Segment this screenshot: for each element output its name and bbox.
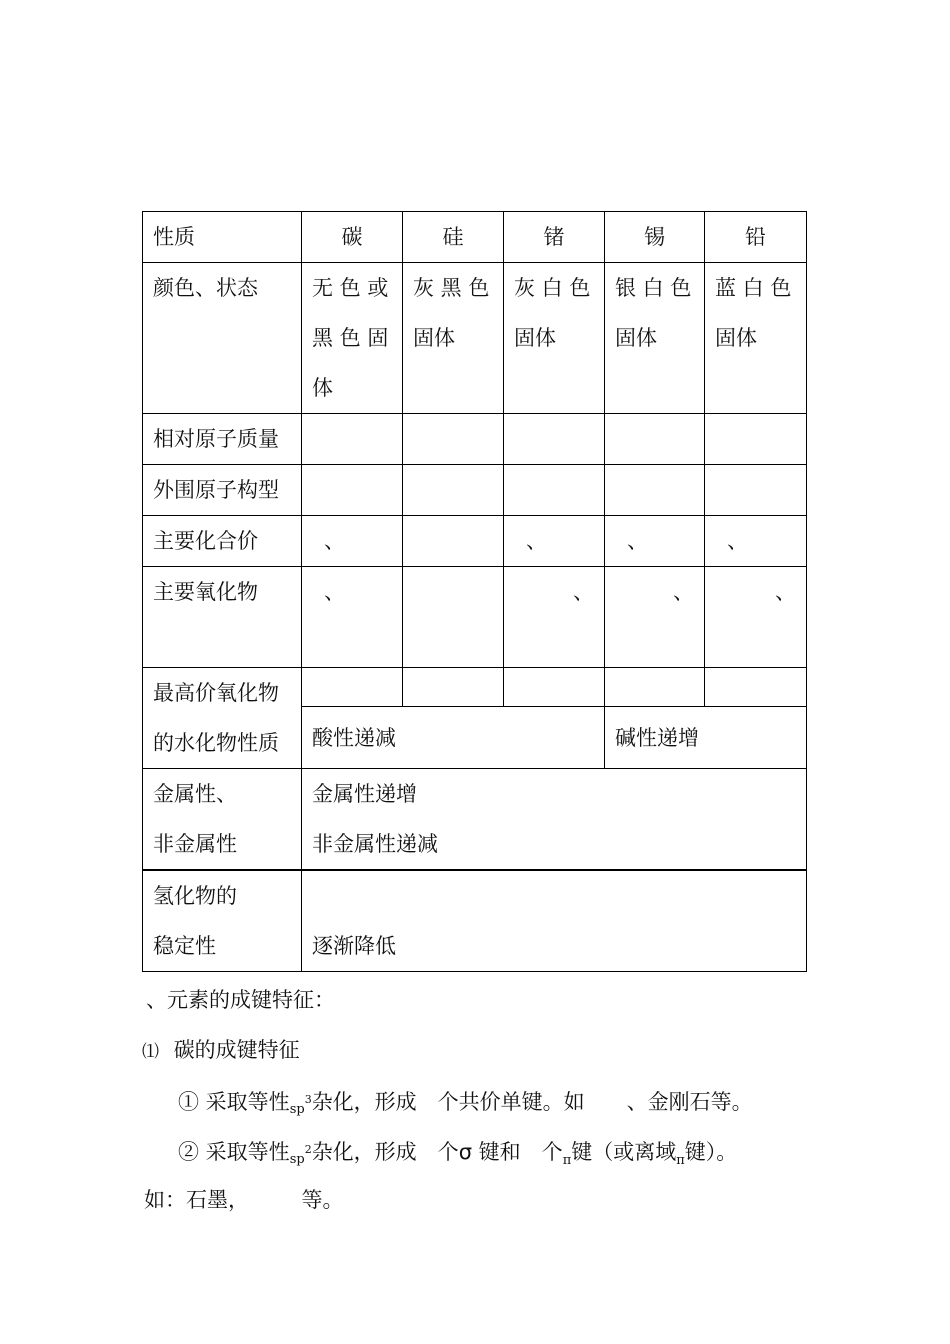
label-line: 氢化物的: [153, 884, 237, 908]
header-row: [143, 212, 807, 263]
cell-line: 固体: [514, 326, 556, 350]
text-fragment: ① 采取等性: [178, 1090, 290, 1114]
cell-tin: 、: [605, 567, 705, 668]
cell-line: 固体: [413, 326, 455, 350]
label-line: 金属性、: [153, 782, 237, 806]
color-state-row: [143, 263, 807, 414]
metallic-row: [143, 769, 807, 871]
empty-cell: [705, 668, 807, 707]
hydrate-row-1: [143, 668, 807, 707]
cell-line: 灰 白 色: [514, 276, 591, 300]
text-fragment: 键（或离域: [571, 1140, 677, 1164]
header-carbon: 碳: [302, 212, 403, 263]
empty-cell: [403, 516, 504, 567]
cell-lead: 、: [705, 516, 807, 567]
empty-cell: [504, 465, 605, 516]
sp2-line: [178, 1136, 737, 1175]
cell-silicon: [403, 263, 504, 414]
sigma-symbol: σ: [458, 1140, 472, 1164]
item-title: 碳的成键特征: [173, 1038, 300, 1062]
example-line: 如：石墨， 等。: [144, 1188, 344, 1212]
trend-line: 逐渐降低: [312, 934, 396, 958]
cell-line: 蓝 白 色: [715, 276, 792, 300]
metallic-trend: [302, 769, 807, 871]
cell-line: 固体: [715, 326, 757, 350]
text-fragment: 键和 个: [472, 1140, 563, 1164]
row-label: 主要化合价: [143, 516, 302, 567]
label-line: 非金属性: [153, 832, 237, 856]
empty-cell: [605, 668, 705, 707]
header-tin: 锡: [605, 212, 705, 263]
trend-line: 非金属性递减: [312, 832, 438, 856]
sp-superscript: 3: [304, 1093, 312, 1106]
cell-line: 灰 黑 色: [413, 276, 490, 300]
electron-config-row: [143, 465, 807, 516]
text-fragment: 键）。: [684, 1140, 738, 1164]
text-fragment: 杂化，形成 个共价单键。如 、金刚石等。: [311, 1090, 753, 1114]
cell-lead: [705, 263, 807, 414]
hydride-row: [143, 870, 807, 972]
section-title: 、元素的成键特征：: [146, 988, 335, 1012]
base-trend: 碱性递增: [605, 707, 807, 769]
sp3-line: [178, 1086, 753, 1124]
sp-superscript: 2: [304, 1143, 312, 1156]
empty-cell: [403, 414, 504, 465]
header-lead: 铅: [705, 212, 807, 263]
row-label: 主要氧化物: [143, 567, 302, 668]
empty-cell: [302, 414, 403, 465]
empty-cell: [504, 414, 605, 465]
pi-symbol: π: [562, 1153, 572, 1168]
cell-germanium: 、: [504, 567, 605, 668]
pi-symbol: π: [676, 1153, 685, 1168]
empty-cell: [705, 465, 807, 516]
sp-label: sp: [289, 1102, 305, 1117]
empty-cell: [705, 414, 807, 465]
row-label: [143, 668, 302, 769]
oxides-row: [143, 567, 807, 668]
cell-line: 银 白 色: [615, 276, 692, 300]
sp-label: sp: [289, 1152, 305, 1167]
cell-carbon: 、: [302, 567, 403, 668]
label-line: 最高价氧化物: [153, 681, 279, 705]
empty-cell: [302, 465, 403, 516]
row-label: [143, 769, 302, 871]
empty-cell: [403, 465, 504, 516]
row-label: 外围原子构型: [143, 465, 302, 516]
cell-line: 固体: [615, 326, 657, 350]
empty-cell: [403, 668, 504, 707]
row-label: 颜色、状态: [143, 263, 302, 414]
cell-germanium: 、: [504, 516, 605, 567]
item-number: ⑴: [142, 1042, 159, 1062]
header-property: 性质: [143, 212, 302, 263]
cell-tin: [605, 263, 705, 414]
cell-tin: 、: [605, 516, 705, 567]
header-silicon: 硅: [403, 212, 504, 263]
cell-germanium: [504, 263, 605, 414]
empty-cell: [605, 465, 705, 516]
label-line: 的水化物性质: [153, 731, 279, 755]
properties-table: [142, 211, 807, 972]
empty-cell: [302, 668, 403, 707]
hydride-trend: [302, 870, 807, 972]
atomic-mass-row: [143, 414, 807, 465]
empty-cell: [403, 567, 504, 668]
cell-line: 体: [312, 376, 333, 400]
row-label: [143, 870, 302, 972]
acid-trend: 酸性递减: [302, 707, 605, 769]
cell-carbon: [302, 263, 403, 414]
header-germanium: 锗: [504, 212, 605, 263]
row-label: 相对原子质量: [143, 414, 302, 465]
cell-carbon: 、: [302, 516, 403, 567]
empty-cell: [504, 668, 605, 707]
text-fragment: 杂化，形成 个: [311, 1140, 459, 1164]
cell-line: 无 色 或: [312, 276, 389, 300]
text-fragment: ② 采取等性: [178, 1140, 290, 1164]
item1-heading: [142, 1036, 300, 1066]
empty-cell: [605, 414, 705, 465]
valence-row: [143, 516, 807, 567]
label-line: 稳定性: [153, 934, 216, 958]
cell-line: 黑 色 固: [312, 326, 389, 350]
trend-line: 金属性递增: [312, 782, 417, 806]
cell-lead: 、: [705, 567, 807, 668]
